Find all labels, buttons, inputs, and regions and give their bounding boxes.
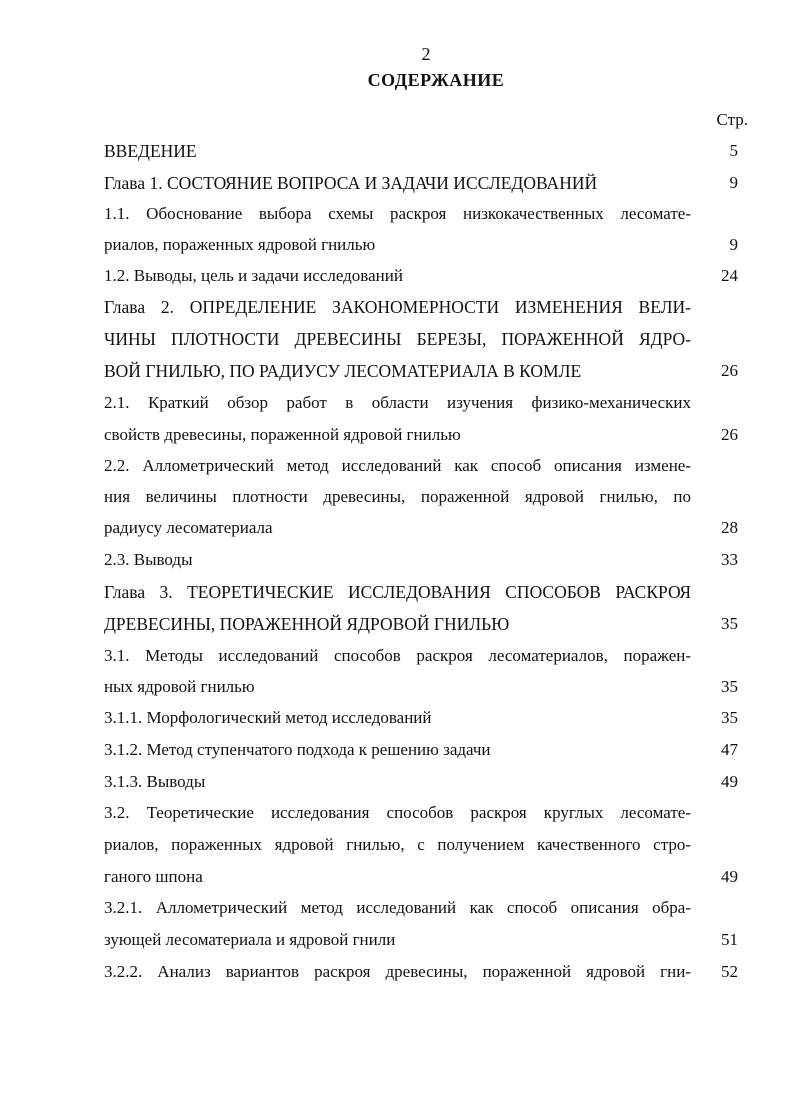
toc-entry-section-1-2: 1.2. Выводы, цель и задачи исследований [104, 266, 403, 285]
toc-entry-chapter-2-cont: ЧИНЫ ПЛОТНОСТИ ДРЕВЕСИНЫ БЕРЕЗЫ, ПОРАЖЕННОЙ ЯДРО- [104, 329, 691, 349]
toc-entry-introduction: ВВЕДЕНИЕ [104, 141, 197, 161]
toc-page-number: 26 [721, 361, 738, 380]
toc-entry-section-3-2-1-cont: зующей лесоматериала и ядровой гнили [104, 930, 396, 949]
toc-page-number: 5 [729, 141, 738, 160]
toc-entry-chapter-3: Глава 3. ТЕОРЕТИЧЕСКИЕ ИССЛЕДОВАНИЯ СПОСОБОВ РАСКРОЯ [104, 582, 691, 602]
toc-entry-section-2-1: 2.1. Краткий обзор работ в области изучения физико-механических [104, 393, 691, 412]
toc-entry-section-3-1-2: 3.1.2. Метод ступенчатого подхода к решению задачи [104, 740, 491, 759]
toc-entry-section-3-2-cont: ганого шпона [104, 867, 203, 886]
toc-entry-chapter-2-cont: ВОЙ ГНИЛЬЮ, ПО РАДИУСУ ЛЕСОМАТЕРИАЛА В КОМЛЕ [104, 361, 582, 381]
toc-title: СОДЕРЖАНИЕ [367, 70, 505, 90]
toc-entry-section-2-3: 2.3. Выводы [104, 550, 193, 569]
page-number: 2 [421, 44, 431, 64]
toc-page-number: 24 [721, 266, 738, 285]
toc-entry-section-3-2: 3.2. Теоретические исследования способов раскроя круглых лесомате- [104, 803, 691, 822]
toc-page-number: 9 [729, 235, 738, 254]
toc-entry-section-3-1: 3.1. Методы исследований способов раскроя лесоматериалов, поражен- [104, 646, 691, 665]
toc-entry-section-3-1-1: 3.1.1. Морфологический метод исследований [104, 708, 432, 727]
toc-page-number: 35 [721, 677, 738, 696]
toc-page-number: 49 [721, 867, 738, 886]
toc-entry-section-3-2-2: 3.2.2. Анализ вариантов раскроя древесины, пораженной ядровой гни- [104, 962, 691, 981]
toc-entry-chapter-1: Глава 1. СОСТОЯНИЕ ВОПРОСА И ЗАДАЧИ ИССЛЕДОВАНИЙ [104, 173, 598, 193]
toc-page-number: 49 [721, 772, 738, 791]
toc-page-number: 9 [729, 173, 738, 192]
toc-entry-section-3-2-1: 3.2.1. Аллометрический метод исследований как способ описания обра- [104, 898, 691, 917]
toc-entry-chapter-2: Глава 2. ОПРЕДЕЛЕНИЕ ЗАКОНОМЕРНОСТИ ИЗМЕНЕНИЯ ВЕЛИ- [104, 297, 691, 317]
toc-page-number: 47 [721, 740, 738, 759]
toc-page-number: 33 [721, 550, 738, 569]
toc-page-number: 52 [721, 962, 738, 981]
toc-entry-section-2-2-cont: ния величины плотности древесины, пораженной ядровой гнилью, по [104, 487, 691, 506]
toc-entry-section-2-2-cont: радиусу лесоматериала [104, 518, 273, 537]
toc-page-number: 28 [721, 518, 738, 537]
toc-entry-chapter-3-cont: ДРЕВЕСИНЫ, ПОРАЖЕННОЙ ЯДРОВОЙ ГНИЛЬЮ [104, 614, 510, 634]
toc-entry-section-3-1-cont: ных ядровой гнилью [104, 677, 255, 696]
page-column-header: Стр. [716, 110, 748, 129]
toc-page-number: 35 [721, 708, 738, 727]
toc-entry-section-3-2-cont: риалов, пораженных ядровой гнилью, с получением качественного стро- [104, 835, 691, 854]
toc-entry-section-1-1: 1.1. Обоснование выбора схемы раскроя низкокачественных лесомате- [104, 204, 691, 223]
toc-entry-section-1-1-cont: риалов, пораженных ядровой гнилью [104, 235, 376, 254]
toc-page-number: 51 [721, 930, 738, 949]
toc-entry-section-3-1-3: 3.1.3. Выводы [104, 772, 206, 791]
toc-entry-section-2-1-cont: свойств древесины, пораженной ядровой гнилью [104, 425, 461, 444]
toc-entry-section-2-2: 2.2. Аллометрический метод исследований как способ описания измене- [104, 456, 691, 475]
toc-page-number: 35 [721, 614, 738, 633]
toc-page-number: 26 [721, 425, 738, 444]
